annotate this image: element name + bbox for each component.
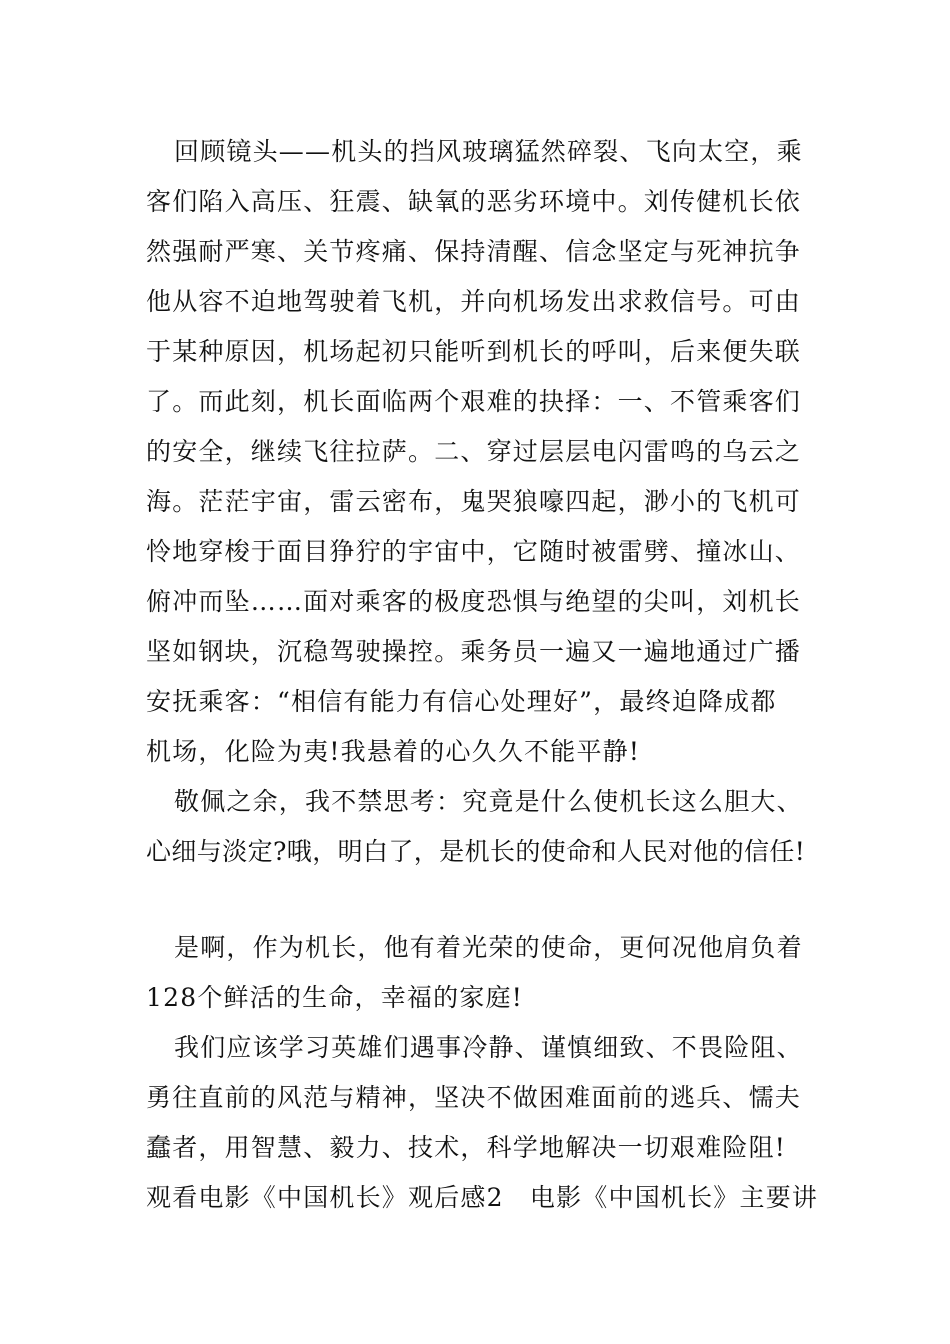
paragraph-1-line-3: 然强耐严寒、关节疼痛、保持清醒、信念坚定与死神抗争 <box>146 237 802 266</box>
paragraph-1-line-8: 海。茫茫宇宙，雷云密布，鬼哭狼嚎四起，渺小的飞机可 <box>146 487 802 516</box>
paragraph-4-line-1: 我们应该学习英雄们遇事冷静、谨慎细致、不畏险阻、 <box>174 1033 803 1062</box>
paragraph-1-line-5: 于某种原因，机场起初只能听到机长的呼叫，后来便失联 <box>146 337 802 366</box>
paragraph-1-line-12: 安抚乘客：“相信有能力有信心处理好”，最终迫降成都 <box>146 687 777 716</box>
paragraph-3-line-2: 128个鲜活的生命，幸福的家庭! <box>146 983 523 1012</box>
paragraph-1-line-2: 客们陷入高压、狂震、缺氧的恶劣环境中。刘传健机长依 <box>146 187 802 216</box>
paragraph-1-line-1: 回顾镜头——机头的挡风玻璃猛然碎裂、飞向太空，乘 <box>174 137 803 166</box>
paragraph-1-line-11: 坚如钢块，沉稳驾驶操控。乘务员一遍又一遍地通过广播 <box>146 637 802 666</box>
paragraph-1-line-10: 俯冲而坠……面对乘客的极度恐惧与绝望的尖叫，刘机长 <box>146 587 802 616</box>
paragraph-2-line-2: 心细与淡定?哦，明白了，是机长的使命和人民对他的信任! <box>146 837 806 866</box>
paragraph-1-line-6: 了。而此刻，机长面临两个艰难的抉择：一、不管乘客们 <box>146 387 802 416</box>
paragraph-1-line-4: 他从容不迫地驾驶着飞机，并向机场发出求救信号。可由 <box>146 287 802 316</box>
paragraph-3-line-1: 是啊，作为机长，他有着光荣的使命，更何况他肩负着 <box>174 933 803 962</box>
paragraph-4-line-2: 勇往直前的风范与精神，坚决不做困难面前的逃兵、懦夫 <box>146 1083 802 1112</box>
paragraph-1-line-7: 的安全，继续飞往拉萨。二、穿过层层电闪雷鸣的乌云之 <box>146 437 802 466</box>
paragraph-4-line-3: 蠢者，用智慧、毅力、技术，科学地解决一切艰难险阻! <box>146 1133 787 1162</box>
paragraph-1-line-9: 怜地穿梭于面目狰狞的宇宙中，它随时被雷劈、撞冰山、 <box>146 537 802 566</box>
paragraph-2-line-1: 敬佩之余，我不禁思考：究竟是什么使机长这么胆大、 <box>174 787 803 816</box>
next-section-line: 观看电影《中国机长》观后感2 电影《中国机长》主要讲 <box>146 1183 819 1212</box>
paragraph-1-line-13: 机场，化险为夷!我悬着的心久久不能平静! <box>146 737 641 766</box>
